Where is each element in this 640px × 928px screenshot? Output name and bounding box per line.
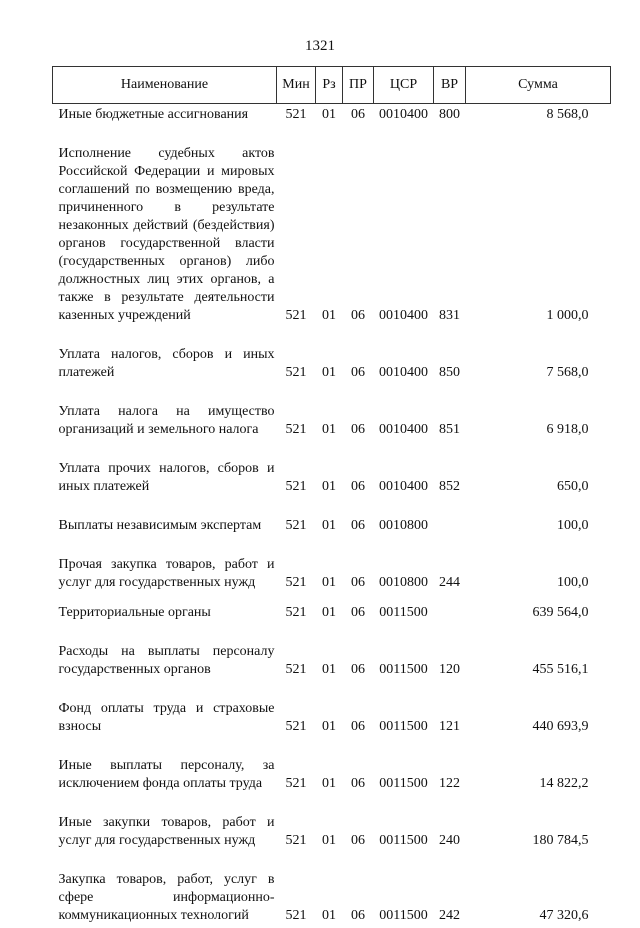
budget-table bbox=[52, 66, 611, 928]
row-pr: 06 bbox=[351, 833, 365, 848]
row-rz: 01 bbox=[322, 776, 336, 791]
row-sum: 1 000,0 bbox=[546, 308, 589, 323]
row-pr: 06 bbox=[351, 479, 365, 494]
row-csr: 0011500 bbox=[379, 776, 428, 791]
row-csr: 0010400 bbox=[379, 365, 428, 380]
row-rz: 01 bbox=[322, 575, 336, 590]
row-pr: 06 bbox=[351, 365, 365, 380]
table-row bbox=[53, 739, 611, 796]
row-csr: 0010400 bbox=[379, 308, 428, 323]
row-rz: 01 bbox=[322, 422, 336, 437]
row-min: 521 bbox=[285, 605, 307, 620]
row-min: 521 bbox=[285, 479, 307, 494]
row-sum: 650,0 bbox=[557, 479, 589, 494]
row-rz: 01 bbox=[322, 365, 336, 380]
header-name: Наименование bbox=[53, 67, 277, 104]
row-name: Территориальные органы bbox=[58, 605, 211, 620]
row-min: 521 bbox=[285, 575, 307, 590]
row-min: 521 bbox=[285, 662, 307, 677]
row-name: Уплата прочих налогов, сборов и иных платежей bbox=[58, 461, 275, 494]
row-pr: 06 bbox=[351, 575, 365, 590]
row-vr: 831 bbox=[439, 308, 460, 323]
row-rz: 01 bbox=[322, 833, 336, 848]
row-csr: 0010400 bbox=[379, 479, 428, 494]
table-row bbox=[53, 853, 611, 928]
row-vr: 122 bbox=[439, 776, 460, 791]
header-pr: ПР bbox=[343, 67, 374, 104]
row-sum: 440 693,9 bbox=[532, 719, 589, 734]
row-sum: 7 568,0 bbox=[546, 365, 589, 380]
row-vr: 120 bbox=[439, 662, 460, 677]
table-row bbox=[53, 442, 611, 499]
row-min: 521 bbox=[285, 365, 307, 380]
row-name: Иные закупки товаров, работ и услуг для государственных нужд bbox=[58, 815, 275, 848]
row-vr: 852 bbox=[439, 479, 460, 494]
row-pr: 06 bbox=[351, 308, 365, 323]
row-rz: 01 bbox=[322, 479, 336, 494]
row-name: Выплаты независимым экспертам bbox=[58, 518, 262, 533]
row-min: 521 bbox=[285, 107, 307, 122]
row-name: Иные выплаты персоналу, за исключением фонда оплаты труда bbox=[58, 758, 275, 791]
table-row bbox=[53, 499, 611, 538]
row-min: 521 bbox=[285, 833, 307, 848]
row-sum: 100,0 bbox=[557, 518, 589, 533]
row-csr: 0011500 bbox=[379, 662, 428, 677]
row-rz: 01 bbox=[322, 107, 336, 122]
row-pr: 06 bbox=[351, 605, 365, 620]
table-row bbox=[53, 538, 611, 595]
table-row bbox=[53, 682, 611, 739]
row-csr: 0011500 bbox=[379, 719, 428, 734]
page-number: 1321 bbox=[305, 38, 335, 54]
row-name: Уплата налога на имущество организаций и земельного налога bbox=[58, 404, 275, 437]
row-vr: 850 bbox=[439, 365, 460, 380]
row-csr: 0010400 bbox=[379, 107, 428, 122]
table-row bbox=[53, 796, 611, 853]
row-csr: 0011500 bbox=[379, 605, 428, 620]
row-sum: 100,0 bbox=[557, 575, 589, 590]
row-name: Закупка товаров, работ, услуг в сфере информационно-коммуникационных технологий bbox=[58, 872, 275, 923]
row-vr: 121 bbox=[439, 719, 460, 734]
header-csr: ЦСР bbox=[374, 67, 434, 104]
header-rz: Рз bbox=[316, 67, 343, 104]
table-header bbox=[53, 67, 611, 104]
row-sum: 14 822,2 bbox=[539, 776, 589, 791]
row-rz: 01 bbox=[322, 719, 336, 734]
row-sum: 47 320,6 bbox=[539, 908, 589, 923]
row-min: 521 bbox=[285, 308, 307, 323]
row-min: 521 bbox=[285, 719, 307, 734]
table-row bbox=[53, 385, 611, 442]
row-rz: 01 bbox=[322, 518, 336, 533]
row-vr: 242 bbox=[439, 908, 460, 923]
row-vr: 851 bbox=[439, 422, 460, 437]
row-pr: 06 bbox=[351, 719, 365, 734]
row-sum: 8 568,0 bbox=[546, 107, 589, 122]
row-pr: 06 bbox=[351, 422, 365, 437]
row-rz: 01 bbox=[322, 605, 336, 620]
row-name: Иные бюджетные ассигнования bbox=[58, 107, 249, 122]
row-csr: 0011500 bbox=[379, 833, 428, 848]
table-row bbox=[53, 328, 611, 385]
row-sum: 455 516,1 bbox=[532, 662, 589, 677]
row-name: Прочая закупка товаров, работ и услуг для государственных нужд bbox=[58, 557, 275, 590]
table-row bbox=[53, 127, 611, 328]
row-min: 521 bbox=[285, 908, 307, 923]
row-csr: 0010400 bbox=[379, 422, 428, 437]
row-csr: 0010800 bbox=[379, 518, 428, 533]
header-vr: ВР bbox=[434, 67, 466, 104]
row-pr: 06 bbox=[351, 518, 365, 533]
row-vr bbox=[434, 499, 466, 538]
row-min: 521 bbox=[285, 422, 307, 437]
row-rz: 01 bbox=[322, 908, 336, 923]
row-pr: 06 bbox=[351, 662, 365, 677]
row-name: Расходы на выплаты персоналу государственных органов bbox=[58, 644, 275, 677]
row-vr: 800 bbox=[439, 107, 460, 122]
row-csr: 0011500 bbox=[379, 908, 428, 923]
row-name: Уплата налогов, сборов и иных платежей bbox=[58, 347, 275, 380]
row-min: 521 bbox=[285, 776, 307, 791]
row-name: Исполнение судебных актов Российской Федерации и мировых соглашений по возмещению вреда, причиненного в результате незаконных действий (бездействия) органов государственной власти (государственных органов) либо должностных лиц этих органов, а также в результате деятельности казенных учреждений bbox=[58, 146, 275, 323]
row-rz: 01 bbox=[322, 308, 336, 323]
row-rz: 01 bbox=[322, 662, 336, 677]
table-row bbox=[53, 595, 611, 625]
row-min: 521 bbox=[285, 518, 307, 533]
row-csr: 0010800 bbox=[379, 575, 428, 590]
header-sum: Сумма bbox=[466, 67, 611, 104]
row-vr bbox=[434, 595, 466, 625]
row-vr: 240 bbox=[439, 833, 460, 848]
row-name: Фонд оплаты труда и страховые взносы bbox=[58, 701, 275, 734]
row-pr: 06 bbox=[351, 107, 365, 122]
table-row bbox=[53, 104, 611, 128]
table-row bbox=[53, 625, 611, 682]
row-pr: 06 bbox=[351, 908, 365, 923]
row-sum: 6 918,0 bbox=[546, 422, 589, 437]
row-sum: 180 784,5 bbox=[532, 833, 589, 848]
row-pr: 06 bbox=[351, 776, 365, 791]
row-vr: 244 bbox=[439, 575, 460, 590]
row-sum: 639 564,0 bbox=[532, 605, 589, 620]
header-min: Мин bbox=[277, 67, 316, 104]
